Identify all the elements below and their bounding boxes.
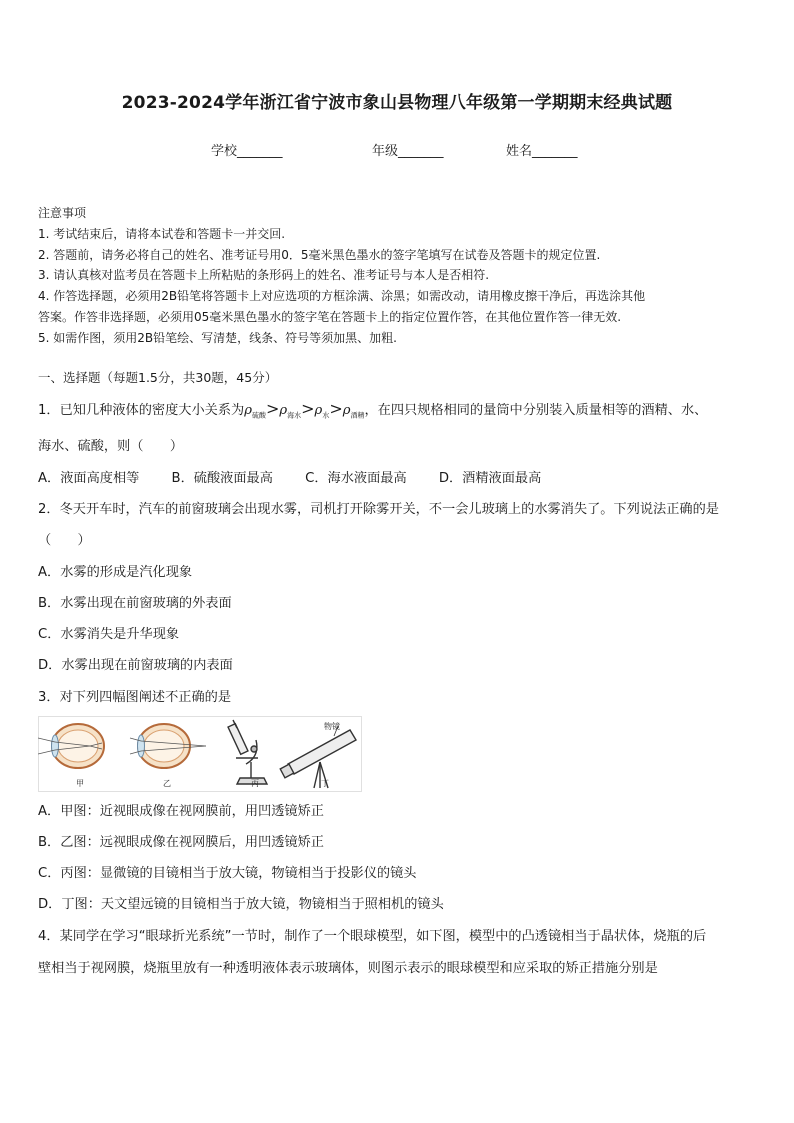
option-c: C．水雾消失是升华现象: [38, 627, 180, 642]
greater-than-symbol: >: [265, 399, 280, 418]
figure-label-ding: 丁: [321, 779, 329, 788]
question-1-line2: 海水、硫酸，则（ ）: [38, 439, 184, 454]
greater-than-symbol: >: [329, 399, 343, 418]
option-b: B．乙图：远视眼成像在视网膜后，用凹透镜矫正: [38, 835, 324, 850]
optics-illustration: [38, 716, 362, 792]
figure-label-bing: 丙: [251, 779, 259, 788]
name-field: 姓名_______: [506, 144, 578, 159]
option-a: A．甲图：近视眼成像在视网膜前，用凹透镜矫正: [38, 804, 324, 819]
question-2-stem: 2．冬天开车时，汽车的前窗玻璃会出现水雾，司机打开除雾开关，不一会儿玻璃上的水雾消失了。下列说法正确的是: [38, 502, 719, 517]
greater-than-symbol: >: [301, 399, 315, 418]
question-1-options: [38, 467, 569, 486]
density-water: $\rho_水$: [314, 403, 330, 420]
question-2-paren: （ ）: [38, 533, 91, 548]
notice-heading: 注意事项: [38, 206, 87, 220]
option-c: C．海水液面最高: [305, 471, 407, 486]
notice-block: [38, 203, 763, 349]
q1-suffix: ，在四只规格相同的量筒中分别装入质量相等的酒精、水、: [364, 403, 708, 418]
grade-field: 年级_______: [372, 144, 444, 159]
option-b: B．硫酸液面最高: [171, 471, 273, 486]
question-4-line1: 4．某同学在学习“眼球折光系统”一节时，制作了一个眼球模型，如下图，模型中的凸透镜相当于晶状体，烧瓶的后: [38, 929, 707, 944]
question-1-stem: [38, 399, 707, 421]
notice-item: 答案。作答非选择题，必须用05毫米黑色墨水的签字笔在答题卡上的指定位置作答，在其他位置作答一律无效.: [38, 309, 622, 324]
option-d: D．丁图：天文望远镜的目镜相当于放大镜，物镜相当于照相机的镜头: [38, 897, 444, 912]
q1-prefix: 1．已知几种液体的密度大小关系为: [38, 403, 245, 418]
notice-item: 4. 作答选择题，必须用2B铅笔将答题卡上对应选项的方框涂满、涂黑；如需改动，请用橡皮擦干净后，再选涂其他: [38, 289, 646, 304]
density-sulfuric-acid: $\rho_{硫酸}$: [244, 403, 266, 420]
option-c: C．丙图：显微镜的目镜相当于放大镜，物镜相当于投影仪的镜头: [38, 866, 417, 881]
density-seawater: $\rho_{海水}$: [279, 403, 302, 420]
question-3-stem: 3．对下列四幅图阐述不正确的是: [38, 690, 232, 705]
option-d: D．酒精液面最高: [438, 471, 542, 486]
exam-title: 2023-2024学年浙江省宁波市象山县物理八年级第一学期期末经典试题: [121, 93, 673, 113]
option-a: A．液面高度相等: [38, 471, 140, 486]
option-a: A．水雾的形成是汽化现象: [38, 565, 193, 580]
objective-lens-tag: 物镜: [324, 722, 340, 731]
school-field: 学校_______: [211, 144, 283, 159]
notice-item: 5. 如需作图，须用2B铅笔绘、写清楚，线条、符号等须加黑、加粗.: [38, 330, 397, 345]
option-d: D．水雾出现在前窗玻璃的内表面: [38, 658, 233, 673]
figure-label-yi: 乙: [163, 779, 171, 788]
notice-item: 3. 请认真核对监考员在答题卡上所粘贴的条形码上的姓名、准考证号与本人是否相符.: [38, 268, 490, 283]
option-b: B．水雾出现在前窗玻璃的外表面: [38, 596, 232, 611]
notice-item: 2. 答题前，请务必将自己的姓名、准考证号用0．5毫米黑色墨水的签字笔填写在试卷及答题卡的规定位置.: [38, 247, 601, 262]
question-4-line2: 壁相当于视网膜，烧瓶里放有一种透明液体表示玻璃体，则图示表示的眼球模型和应采取的矫正措施分别是: [38, 961, 658, 976]
section-heading: 一、选择题（每题1.5分，共30题，45分）: [38, 370, 278, 385]
notice-item: 1. 考试结束后，请将本试卷和答题卡一并交回.: [38, 226, 286, 241]
figure-label-jia: 甲: [76, 779, 84, 788]
density-alcohol: $\rho_{酒精}$: [342, 403, 365, 420]
optics-figure: [38, 716, 362, 792]
